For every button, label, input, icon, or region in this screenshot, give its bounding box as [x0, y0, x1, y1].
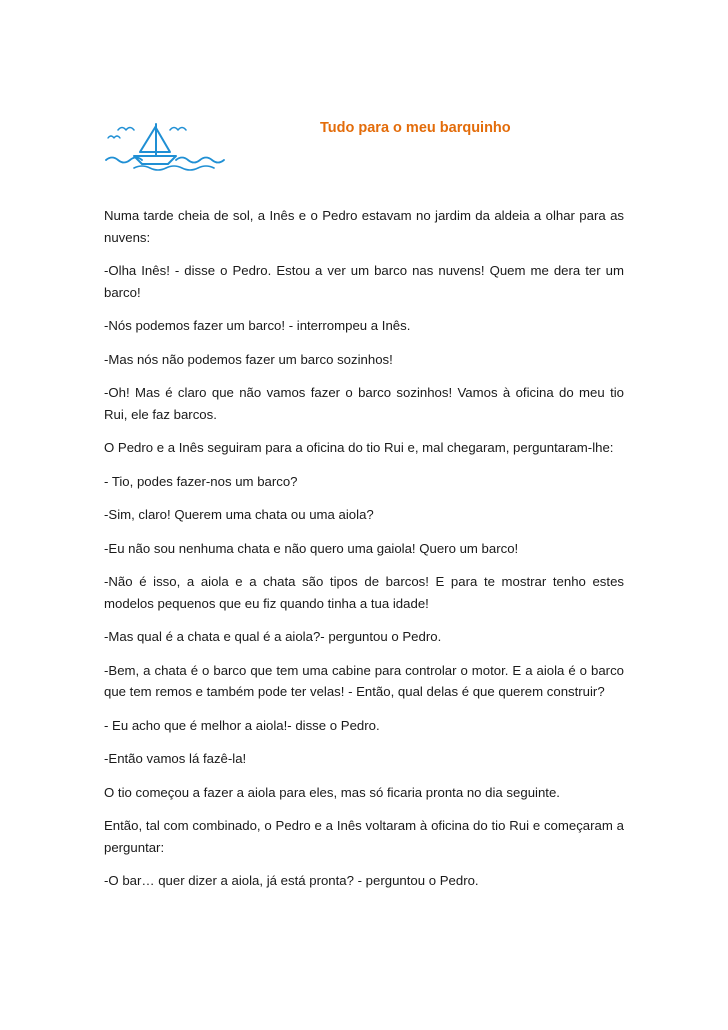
- paragraph: -Mas nós não podemos fazer um barco sozinhos!: [104, 351, 393, 367]
- paragraph: -Oh! Mas é claro que não vamos fazer o barco sozinhos! Vamos à oficina do meu tio Rui, ele faz barcos.: [104, 385, 624, 422]
- paragraph: -Então vamos lá fazê-la!: [104, 751, 247, 766]
- paragraph: -Eu não sou nenhuma chata e não quero uma gaiola! Quero um barco!: [104, 540, 519, 556]
- paragraph: -Bem, a chata é o barco que tem uma cabine para controlar o motor. E a aiola é o barco que tem remos e também pode ter velas! - Então, qual delas é que querem construir?: [104, 662, 624, 699]
- paragraph: O tio começou a fazer a aiola para eles, mas só ficaria pronta no dia seguinte.: [104, 784, 560, 800]
- paragraph: - Tio, podes fazer-nos um barco?: [104, 473, 298, 489]
- story-body: [104, 205, 624, 904]
- paragraph: -Sim, claro! Querem uma chata ou uma aiola?: [104, 507, 374, 522]
- paragraph: O Pedro e a Inês seguiram para a oficina do tio Rui e, mal chegaram, perguntaram-lhe:: [104, 440, 614, 455]
- paragraph: Numa tarde cheia de sol, a Inês e o Pedro estavam no jardim da aldeia a olhar para as nuvens:: [104, 208, 624, 245]
- document-title: Tudo para o meu barquinho: [320, 120, 511, 136]
- paragraph: Então, tal com combinado, o Pedro e a Inês voltaram à oficina do tio Rui e começaram a perguntar:: [104, 818, 624, 855]
- paragraph: -Olha Inês! - disse o Pedro. Estou a ver um barco nas nuvens! Quem me dera ter um barco!: [104, 263, 624, 300]
- paragraph: -Não é isso, a aiola e a chata são tipos de barcos! E para te mostrar tenho estes modelos pequenos que eu fiz quando tinha a tua idade!: [104, 574, 624, 611]
- paragraph: -O bar… quer dizer a aiola, já está pronta? - perguntou o Pedro.: [104, 873, 479, 888]
- paragraph: -Nós podemos fazer um barco! - interrompeu a Inês.: [104, 318, 411, 333]
- paragraph: -Mas qual é a chata e qual é a aiola?- perguntou o Pedro.: [104, 629, 442, 644]
- sailboat-with-seagulls-icon: [104, 118, 228, 172]
- paragraph: - Eu acho que é melhor a aiola!- disse o Pedro.: [104, 717, 380, 733]
